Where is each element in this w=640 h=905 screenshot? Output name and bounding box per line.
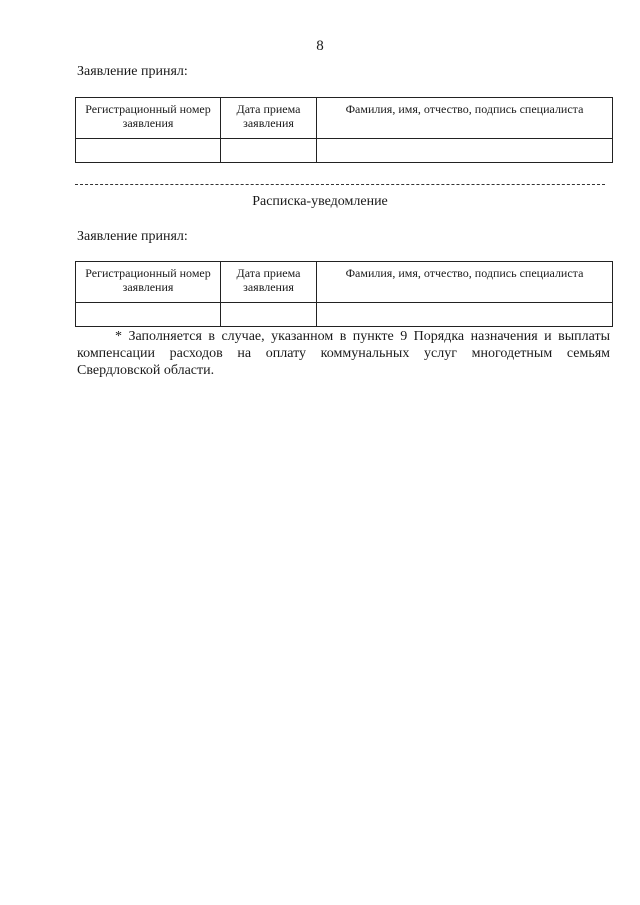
specialist-cell[interactable] xyxy=(317,139,613,163)
date-cell[interactable] xyxy=(221,139,317,163)
header-specialist: Фамилия, имя, отчество, подпись специалиста xyxy=(317,98,613,139)
table-row xyxy=(76,303,613,327)
cut-line-divider xyxy=(75,184,605,185)
header-date: Дата приема заявления xyxy=(221,262,317,303)
table-header-row xyxy=(76,262,613,303)
registration-table xyxy=(75,97,613,163)
footnote: * Заполняется в случае, указанном в пункте 9 Порядка назначения и выплаты компенсации расходов на оплату коммунальных услуг многодетным семьям Свердловской области. xyxy=(77,329,610,378)
specialist-cell[interactable] xyxy=(317,303,613,327)
header-specialist: Фамилия, имя, отчество, подпись специалиста xyxy=(317,262,613,303)
date-cell[interactable] xyxy=(221,303,317,327)
header-reg-number: Регистрационный номер заявления xyxy=(76,262,221,303)
reg-number-cell[interactable] xyxy=(76,303,221,327)
table-row xyxy=(76,139,613,163)
header-date: Дата приема заявления xyxy=(221,98,317,139)
header-reg-number: Регистрационный номер заявления xyxy=(76,98,221,139)
receipt-title: Расписка-уведомление xyxy=(252,194,388,209)
receipt-registration-table xyxy=(75,261,613,327)
reg-number-cell[interactable] xyxy=(76,139,221,163)
page-number: 8 xyxy=(316,38,324,54)
table-header-row xyxy=(76,98,613,139)
accepted-label: Заявление принял: xyxy=(77,64,188,79)
accepted-label: Заявление принял: xyxy=(77,229,188,244)
